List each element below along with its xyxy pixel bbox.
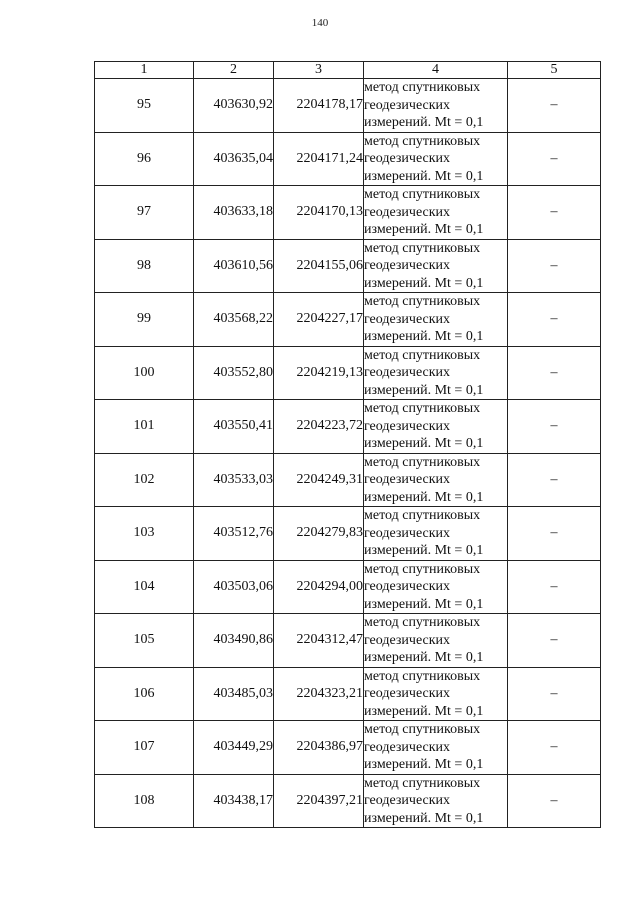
x-coordinate-cell: 403635,04: [194, 132, 274, 186]
point-number-cell: 101: [95, 400, 194, 454]
method-line: измерений. Mt = 0,1: [364, 650, 484, 665]
method-cell: [364, 614, 508, 668]
table-header: [95, 62, 601, 79]
point-number-cell: 97: [95, 186, 194, 240]
y-coordinate-cell: 2204171,24: [274, 132, 364, 186]
error-cell: –: [508, 239, 601, 293]
point-number-cell: 100: [95, 346, 194, 400]
method-cell: [364, 507, 508, 561]
method-cell: [364, 293, 508, 347]
method-line: геодезических: [364, 472, 451, 487]
table-row: [95, 721, 601, 775]
method-line: геодезических: [364, 686, 451, 701]
method-line: метод спутниковых: [364, 508, 481, 523]
error-cell: –: [508, 774, 601, 828]
method-line: геодезических: [364, 418, 451, 434]
method-cell: [364, 667, 508, 721]
x-coordinate-cell: 403633,18: [194, 186, 274, 240]
point-number-cell: 104: [95, 560, 194, 614]
point-number-cell: 106: [95, 667, 194, 721]
x-coordinate-cell: 403533,03: [194, 453, 274, 507]
method-line: измерений. Mt = 0,1: [364, 757, 484, 772]
method-line: метод спутниковых: [364, 775, 481, 791]
error-cell: –: [508, 453, 601, 507]
point-number-cell: 98: [95, 239, 194, 293]
point-number-cell: 108: [95, 774, 194, 828]
x-coordinate-cell: 403438,17: [194, 774, 274, 828]
point-number-cell: 105: [95, 614, 194, 668]
method-cell: [364, 774, 508, 828]
error-cell: –: [508, 507, 601, 561]
point-number-cell: 95: [95, 79, 194, 133]
method-line: геодезических: [364, 151, 451, 166]
method-line: геодезических: [364, 739, 451, 755]
header-cell-4: 4: [364, 62, 508, 79]
method-line: метод спутниковых: [364, 668, 481, 684]
header-cell-3: 3: [274, 62, 364, 79]
x-coordinate-cell: 403550,41: [194, 400, 274, 454]
method-line: геодезических: [364, 793, 451, 808]
method-line: метод спутниковых: [364, 80, 481, 95]
table-row: [95, 614, 601, 668]
method-cell: [364, 79, 508, 133]
method-line: измерений. Mt = 0,1: [364, 115, 484, 130]
method-line: геодезических: [364, 311, 451, 327]
method-line: геодезических: [364, 632, 451, 648]
method-line: измерений. Mt = 0,1: [364, 543, 484, 558]
error-cell: –: [508, 400, 601, 454]
page-number: 140: [311, 17, 329, 29]
method-line: измерений. Mt = 0,1: [364, 168, 484, 184]
error-cell: –: [508, 667, 601, 721]
table-row: [95, 667, 601, 721]
error-cell: –: [508, 79, 601, 133]
x-coordinate-cell: 403512,76: [194, 507, 274, 561]
table-row: [95, 186, 601, 240]
table-body: [95, 79, 601, 828]
table-row: [95, 239, 601, 293]
point-number-cell: 103: [95, 507, 194, 561]
table-row: [95, 132, 601, 186]
point-number-cell: 102: [95, 453, 194, 507]
x-coordinate-cell: 403449,29: [194, 721, 274, 775]
method-line: геодезических: [364, 204, 451, 220]
point-number-cell: 99: [95, 293, 194, 347]
x-coordinate-cell: 403485,03: [194, 667, 274, 721]
header-cell-5: 5: [508, 62, 601, 79]
method-line: метод спутниковых: [364, 240, 481, 256]
y-coordinate-cell: 2204170,13: [274, 186, 364, 240]
x-coordinate-cell: 403552,80: [194, 346, 274, 400]
method-line: метод спутниковых: [364, 294, 481, 309]
method-line: геодезических: [364, 258, 451, 273]
error-cell: –: [508, 132, 601, 186]
table-row: [95, 400, 601, 454]
y-coordinate-cell: 2204294,00: [274, 560, 364, 614]
coordinates-table: [94, 61, 601, 828]
method-line: геодезических: [364, 365, 451, 380]
table-row: [95, 293, 601, 347]
method-line: измерений. Mt = 0,1: [364, 382, 484, 398]
y-coordinate-cell: 2204312,47: [274, 614, 364, 668]
table-row: [95, 453, 601, 507]
method-line: метод спутниковых: [364, 347, 481, 363]
method-line: метод спутниковых: [364, 187, 481, 202]
x-coordinate-cell: 403490,86: [194, 614, 274, 668]
y-coordinate-cell: 2204397,21: [274, 774, 364, 828]
method-cell: [364, 400, 508, 454]
method-line: измерений. Mt = 0,1: [364, 275, 484, 291]
point-number-cell: 96: [95, 132, 194, 186]
method-line: геодезических: [364, 97, 451, 113]
y-coordinate-cell: 2204155,06: [274, 239, 364, 293]
method-line: метод спутниковых: [364, 722, 481, 737]
method-cell: [364, 239, 508, 293]
method-line: измерений. Mt = 0,1: [364, 810, 484, 826]
table-row: [95, 560, 601, 614]
table-row: [95, 79, 601, 133]
x-coordinate-cell: 403630,92: [194, 79, 274, 133]
method-line: измерений. Mt = 0,1: [364, 596, 484, 612]
method-cell: [364, 453, 508, 507]
error-cell: –: [508, 346, 601, 400]
method-cell: [364, 721, 508, 775]
method-line: метод спутниковых: [364, 401, 481, 416]
x-coordinate-cell: 403568,22: [194, 293, 274, 347]
method-line: измерений. Mt = 0,1: [364, 329, 484, 344]
error-cell: –: [508, 614, 601, 668]
y-coordinate-cell: 2204223,72: [274, 400, 364, 454]
header-cell-1: 1: [95, 62, 194, 79]
y-coordinate-cell: 2204219,13: [274, 346, 364, 400]
method-line: измерений. Mt = 0,1: [364, 436, 484, 451]
table-row: [95, 507, 601, 561]
method-line: метод спутниковых: [364, 615, 481, 630]
method-cell: [364, 132, 508, 186]
method-cell: [364, 346, 508, 400]
method-line: метод спутниковых: [364, 561, 481, 577]
error-cell: –: [508, 186, 601, 240]
method-line: метод спутниковых: [364, 133, 481, 149]
y-coordinate-cell: 2204279,83: [274, 507, 364, 561]
error-cell: –: [508, 560, 601, 614]
method-line: геодезических: [364, 525, 451, 541]
error-cell: –: [508, 721, 601, 775]
header-row: [95, 62, 601, 79]
method-cell: [364, 186, 508, 240]
point-number-cell: 107: [95, 721, 194, 775]
y-coordinate-cell: 2204227,17: [274, 293, 364, 347]
x-coordinate-cell: 403503,06: [194, 560, 274, 614]
method-line: метод спутниковых: [364, 454, 481, 470]
y-coordinate-cell: 2204386,97: [274, 721, 364, 775]
method-line: измерений. Mt = 0,1: [364, 489, 484, 505]
y-coordinate-cell: 2204178,17: [274, 79, 364, 133]
table-row: [95, 774, 601, 828]
header-cell-2: 2: [194, 62, 274, 79]
method-cell: [364, 560, 508, 614]
table-row: [95, 346, 601, 400]
method-line: геодезических: [364, 579, 451, 594]
y-coordinate-cell: 2204323,21: [274, 667, 364, 721]
error-cell: –: [508, 293, 601, 347]
method-line: измерений. Mt = 0,1: [364, 222, 484, 237]
method-line: измерений. Mt = 0,1: [364, 703, 484, 719]
x-coordinate-cell: 403610,56: [194, 239, 274, 293]
y-coordinate-cell: 2204249,31: [274, 453, 364, 507]
